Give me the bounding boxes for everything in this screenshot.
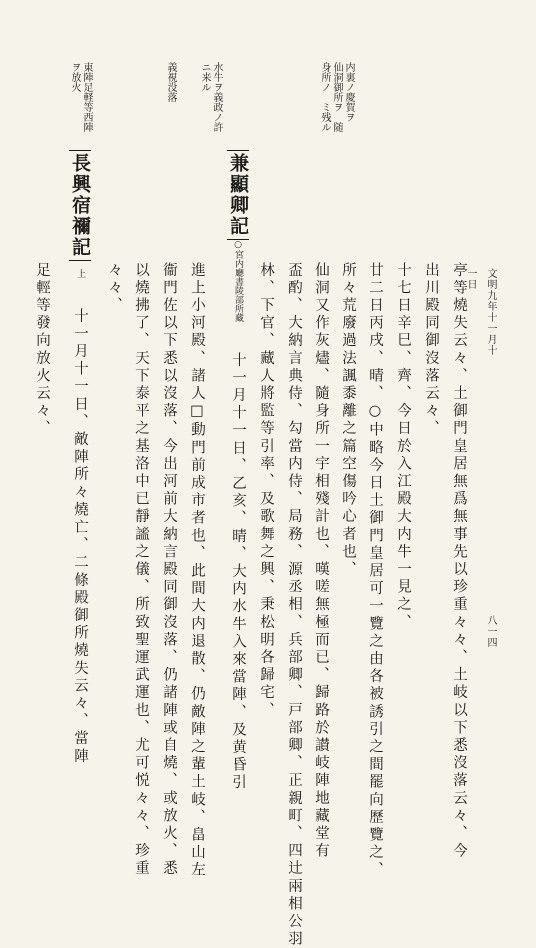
running-header: 文明九年十一月十一日 [465,268,496,356]
headnote-yoshimi: 義視没落 [165,62,176,102]
body-line-14 [58,150,92,790]
body-line-9 [216,150,250,790]
headnote-arson: 東陣足軽等西陣ヲ放火 [69,62,92,132]
body-line-9-text: 十一月十一日、乙亥、晴、大内水牛入來當陣、及黄昏引 [230,352,246,792]
body-line-11: 衞門佐以下悉以沒落、今出河前大納言殿同御沒落、仍諸陣或自燒、或放火、悉 [161,262,177,878]
body-line-6: 仙洞又作灰燼、隨身所一宇相殘計也、嘆嗟無極而已、歸路於讃岐陣地藏堂有 [313,262,329,861]
source-title-nagaoki: 長興宿禰記 [69,150,91,261]
source-title-kaneaki: 兼顯卿記 [227,150,249,240]
body-line-2: 出川殿同御沒落云々、 [423,262,439,438]
body-line-3: 十七日辛巳、齊、今日於入江殿大内牛一見之、 [395,262,411,632]
headnote-water-buffalo: 水牛ヲ義政ノ許ニ来ル [199,62,222,132]
body-line-1: 亭等燒失云々、土御門皇居無爲無事先以珍重々々、土岐以下悉沒落云々、今 [451,262,467,861]
body-line-4: 廿二日丙戌、晴、○中略今日土御門皇居可一覽之由各被誘引之間罷向歷覽之、 [367,262,383,880]
page-number: 八一四 [485,615,496,648]
body-line-8: 林、下官、藏人將監等引率、及歌舞之興、秉松明各歸宅、 [258,262,274,720]
source-note-kaneaki: ○宮内廳書陵部所藏 [233,240,243,322]
body-line-10: 進上小河殿、諸人□動門前成市者也、此間大内退散、仍敵陣之輩土岐、畠山左 [189,262,205,880]
body-line-13: 々々、 [106,262,122,315]
body-line-7: 盃酌、大納言典侍、勾當内侍、局務、源丞相、兵部卿、戸部卿、正親町、四辻兩相公羽 [286,262,302,948]
body-line-5: 所々荒廢過法諷黍離之篇空傷吟心者也、 [340,262,356,579]
source-note-nagaoki: 上 [75,269,85,278]
body-line-12: 以燒拂了、天下泰平之基洛中已靜謐之儀、所致聖運武運也、尤可悦々々、珍重 [133,262,149,878]
headnote-palace: 内裏ノ慶賀ヲ 仙洞御所ヲ 随身所ノ ミ残ル [319,62,354,132]
body-line-15: 足輕等發向放火云々、 [34,262,50,438]
body-line-14-text: 十一月十一日、敵陣所々燒亡、二條殿御所燒失云々、當陣 [72,308,88,766]
